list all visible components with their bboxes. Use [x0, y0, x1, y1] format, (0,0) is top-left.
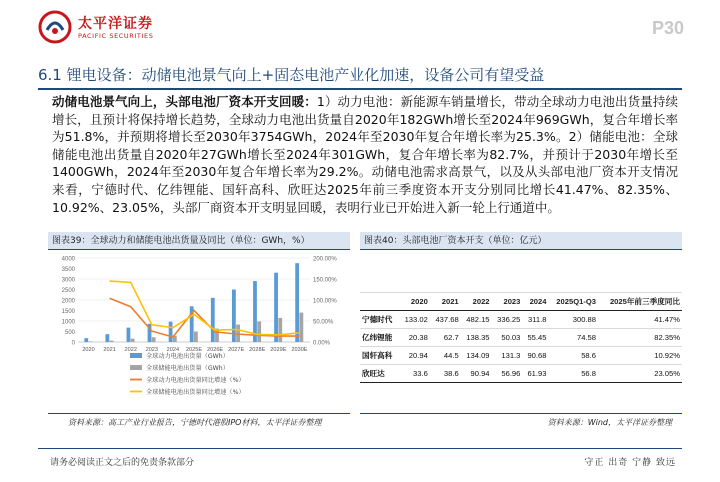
- table-cell: 50.03: [492, 329, 523, 347]
- y-left-tick-label: 500: [64, 330, 75, 336]
- legend-label: 全球动力电池出货量同比增速（%）: [146, 377, 245, 384]
- table-cell: 74.58: [548, 329, 598, 347]
- table-header: 2023: [492, 293, 523, 311]
- x-tick-label: 2021: [103, 347, 116, 353]
- table-cell: 10.92%: [598, 347, 682, 365]
- table-cell: 482.15: [461, 311, 492, 329]
- table-cell: 23.05%: [598, 365, 682, 383]
- table-cell: 90.68: [522, 347, 548, 365]
- x-tick-label: 2024: [166, 347, 180, 353]
- y-right-tick-label: 0.00%: [313, 340, 331, 347]
- figure-39: [48, 232, 350, 428]
- table-header-row: [360, 293, 682, 311]
- y-left-tick-label: 4000: [61, 256, 75, 263]
- figure-39-source: 资料来源：高工产业行业报告，宁德时代港股IPO材料，太平洋证券整理: [48, 413, 350, 428]
- footer-slogan: 守正 出奇 宁静 致远: [584, 458, 676, 468]
- table-cell: 311.8: [522, 311, 548, 329]
- y-right-tick-label: 150.00%: [313, 277, 337, 284]
- section-title: 6.1 锂电设备：动储电池景气向上+固态电池产业化加速，设备公司有望受益: [38, 66, 545, 84]
- bar-storage-battery: [131, 339, 135, 342]
- table-row: [360, 365, 682, 383]
- table-header: 2025年前三季度同比: [598, 293, 682, 311]
- y-left-tick-label: 2000: [61, 298, 75, 305]
- logo-mark-icon: [38, 10, 72, 44]
- table-cell: 300.88: [548, 311, 598, 329]
- table-header: [360, 293, 399, 311]
- body-paragraph: [52, 93, 678, 216]
- table-cell: 58.6: [548, 347, 598, 365]
- table-row: [360, 347, 682, 365]
- storage-growth-line: [110, 281, 300, 335]
- x-tick-label: 2026E: [206, 347, 224, 353]
- paragraph-lead: 动储电池景气向上，头部电池厂资本开支回暖：: [52, 94, 317, 109]
- x-tick-label: 2020: [82, 347, 95, 353]
- bar-storage-battery: [257, 321, 261, 342]
- table-cell: 20.94: [399, 347, 430, 365]
- table-cell: 44.5: [430, 347, 461, 365]
- table-cell: 38.6: [430, 365, 461, 383]
- x-tick-label: 2022: [124, 347, 137, 353]
- bar-storage-battery: [152, 337, 156, 342]
- figure-39-caption: 图表39：全球动力和储能电池出货量及同比（单位：GWh，%）: [48, 232, 350, 250]
- legend-label: 全球储能电池出货量（GWh）: [146, 365, 229, 372]
- table-cell: 33.6: [399, 365, 430, 383]
- table-cell: 437.68: [430, 311, 461, 329]
- legend-swatch: [130, 365, 142, 370]
- table-cell: 宁德时代: [360, 311, 399, 329]
- power-growth-line: [110, 298, 300, 337]
- page-number: P30: [651, 18, 684, 38]
- legend-label: 全球储能电池出货量同比增速（%）: [146, 389, 245, 396]
- table-cell: 56.8: [548, 365, 598, 383]
- table-header: 2020: [399, 293, 430, 311]
- footer-divider: [38, 448, 682, 449]
- table-cell: 亿纬锂能: [360, 329, 399, 347]
- figure-40: [360, 232, 682, 428]
- table-row: [360, 311, 682, 329]
- bar-power-battery: [127, 328, 131, 342]
- table-cell: 41.47%: [598, 311, 682, 329]
- table-cell: 20.38: [399, 329, 430, 347]
- legend-label: 全球动力电池出货量（GWh）: [146, 353, 229, 360]
- table-cell: 336.25: [492, 311, 523, 329]
- table-cell: 56.96: [492, 365, 523, 383]
- table-cell: 国轩高科: [360, 347, 399, 365]
- x-tick-label: 2027E: [228, 347, 245, 353]
- bar-storage-battery: [89, 341, 93, 342]
- table-header: 2021: [430, 293, 461, 311]
- figure-40-caption: 图表40：头部电池厂资本开支（单位：亿元）: [360, 232, 682, 250]
- y-left-tick-label: 1000: [61, 319, 75, 326]
- table-header: 2025Q1-Q3: [548, 293, 598, 311]
- x-tick-label: 2023: [145, 347, 159, 353]
- table-cell: 82.35%: [598, 329, 682, 347]
- bar-storage-battery: [110, 341, 114, 342]
- x-tick-label: 2025E: [185, 347, 203, 353]
- table-cell: 138.35: [461, 329, 492, 347]
- bar-storage-battery: [278, 318, 282, 342]
- logo-text-en: PACIFIC SECURITIES: [78, 32, 154, 40]
- table-cell: 62.7: [430, 329, 461, 347]
- logo-text-cn: 太平洋证券: [78, 16, 153, 32]
- table-header: 2024: [522, 293, 548, 311]
- x-tick-label: 2028E: [249, 347, 266, 353]
- battery-shipment-chart: [48, 252, 350, 408]
- y-left-tick-label: 3500: [61, 267, 75, 273]
- bar-power-battery: [84, 338, 88, 342]
- bar-power-battery: [211, 298, 215, 342]
- y-right-tick-label: 50.00%: [313, 319, 334, 326]
- bar-power-battery: [274, 273, 278, 342]
- table-cell: 133.02: [399, 311, 430, 329]
- table-row: [360, 329, 682, 347]
- table-cell: 90.94: [461, 365, 492, 383]
- title-divider: [38, 88, 682, 90]
- table-cell: 61.93: [522, 365, 548, 383]
- y-left-tick-label: 2500: [61, 288, 75, 294]
- paragraph-text: 1）动力电池：新能源车销量增长，带动全球动力电池出货量持续增长，且预计将保持增长趋势，全球动力电池出货量自2020年182GWh增长至2024年969GWh，复合年增长率为51.8%，并预期将增长至2030年3754GWh，2024年至2030年复合年增长率为25.3%。2）储能电池：全球储能电池出货量自2020年27GWh增长至2024年301GWh，复合年增长率为82.7%，并预计于2030年增长至1400GWh，2024年至2030年复合年增长率为29.2%。动储电池需求高景气，以及从头部电池厂资本开支情况来看，宁德时代、亿纬锂能、国轩高科、欣旺达2025年前三季度资本开支分别同比增长41.47%、82.35%、10.92%、23.05%，头部厂商资本开支明显回暖，表明行业已开始进入新一轮上行通道中。: [52, 94, 678, 215]
- bar-storage-battery: [299, 313, 303, 342]
- company-logo: [38, 10, 178, 46]
- x-tick-label: 2030E: [291, 347, 308, 353]
- legend-swatch: [130, 353, 142, 358]
- bar-power-battery: [295, 263, 299, 342]
- y-left-tick-label: 0: [71, 340, 75, 347]
- table-cell: 131.3: [492, 347, 523, 365]
- figure-40-source: 资料来源：Wind，太平洋证券整理: [360, 413, 682, 428]
- table-cell: 55.45: [522, 329, 548, 347]
- table-cell: 134.09: [461, 347, 492, 365]
- table-cell: 欣旺达: [360, 365, 399, 383]
- y-left-tick-label: 3000: [61, 277, 75, 284]
- table-header: 2022: [461, 293, 492, 311]
- footer-disclaimer: 请务必阅读正文之后的免责条款部分: [50, 458, 195, 468]
- capex-table: [360, 292, 682, 383]
- y-right-tick-label: 100.00%: [313, 298, 337, 305]
- bar-storage-battery: [194, 332, 198, 343]
- bar-power-battery: [105, 334, 109, 342]
- bar-power-battery: [169, 322, 173, 342]
- x-tick-label: 2029E: [270, 347, 287, 353]
- y-right-tick-label: 200.00%: [313, 256, 337, 263]
- y-left-tick-label: 1500: [61, 309, 75, 315]
